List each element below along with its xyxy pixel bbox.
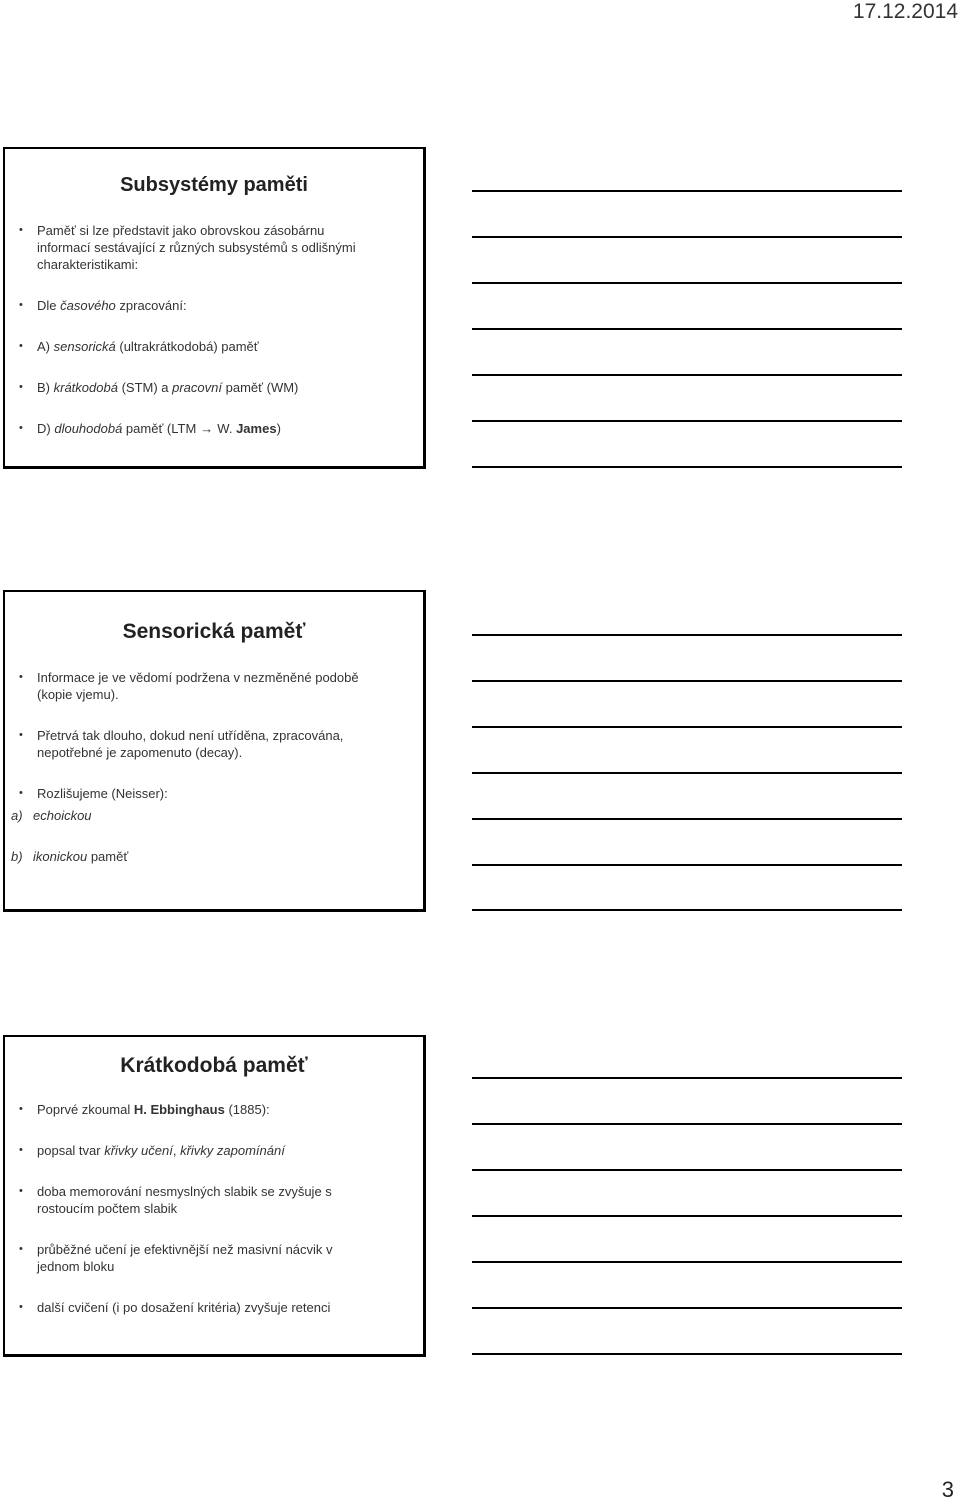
bullet-item: • popsal tvar křivky učení, křivky zapomínání xyxy=(19,1142,415,1159)
note-line xyxy=(472,1353,902,1355)
note-line xyxy=(472,190,902,192)
bullet-item: • další cvičení (i po dosažení kritéria) zvyšuje retenci xyxy=(19,1299,415,1316)
note-line xyxy=(472,236,902,238)
bullet-item: • doba memorování nesmyslných slabik se zvyšuje s rostoucím počtem slabik xyxy=(19,1183,415,1217)
note-line xyxy=(472,1169,902,1171)
bullet-item: • A) sensorická (ultrakrátkodobá) paměť xyxy=(19,338,415,355)
sub-item: b) ikonickou paměť xyxy=(11,849,129,864)
note-line xyxy=(472,282,902,284)
note-line xyxy=(472,864,902,866)
note-line xyxy=(472,466,902,468)
sub-item: a) echoickou xyxy=(11,808,92,823)
bullet-item: • Rozlišujeme (Neisser): xyxy=(19,785,415,802)
note-line xyxy=(472,1077,902,1079)
note-line xyxy=(472,1123,902,1125)
slide-title: Krátkodobá paměť xyxy=(120,1054,308,1077)
note-line xyxy=(472,1215,902,1217)
note-line xyxy=(472,420,902,422)
arrow-right-icon: → xyxy=(200,421,214,436)
bullet-item: • průběžné učení je efektivnější než masivní nácvik v jednom bloku xyxy=(19,1241,415,1275)
slide-subsystemy-pameti xyxy=(3,147,426,469)
note-line xyxy=(472,328,902,330)
page-date: 17.12.2014 xyxy=(852,0,958,23)
slide-body xyxy=(19,669,415,802)
note-line xyxy=(472,1261,902,1263)
note-line xyxy=(472,374,902,376)
slide-title: Subsystémy paměti xyxy=(120,174,308,196)
slide-body xyxy=(19,1101,415,1316)
bullet-item: • Poprvé zkoumal H. Ebbinghaus (1885): xyxy=(19,1101,415,1118)
bullet-item: • Informace je ve vědomí podržena v nezměněné podobě (kopie vjemu). xyxy=(19,669,415,703)
note-line xyxy=(472,680,902,682)
bullet-item: • B) krátkodobá (STM) a pracovní paměť (WM) xyxy=(19,379,415,396)
slide-kratkodoba-pamet xyxy=(3,1035,426,1357)
note-line xyxy=(472,772,902,774)
slide-body xyxy=(19,222,415,437)
slide-sensoricka-pamet xyxy=(3,590,426,912)
note-line xyxy=(472,818,902,820)
bullet-item: • Dle časového zpracování: xyxy=(19,297,415,314)
page-number: 3 xyxy=(941,1477,954,1502)
note-line xyxy=(472,634,902,636)
bullet-item: • Přetrvá tak dlouho, dokud není utříděna, zpracována, nepotřebné je zapomenuto (decay). xyxy=(19,727,415,761)
bullet-item: • D) dlouhodobá paměť (LTM → W. James) xyxy=(19,420,415,437)
note-line xyxy=(472,726,902,728)
sub-list xyxy=(11,807,128,865)
note-line xyxy=(472,909,902,911)
note-line xyxy=(472,1307,902,1309)
bullet-item: • Paměť si lze představit jako obrovskou zásobárnu informací sestávající z různých subsystémů s odlišnými charakteristikami: xyxy=(19,222,415,273)
slide-title: Sensorická paměť xyxy=(122,620,306,643)
